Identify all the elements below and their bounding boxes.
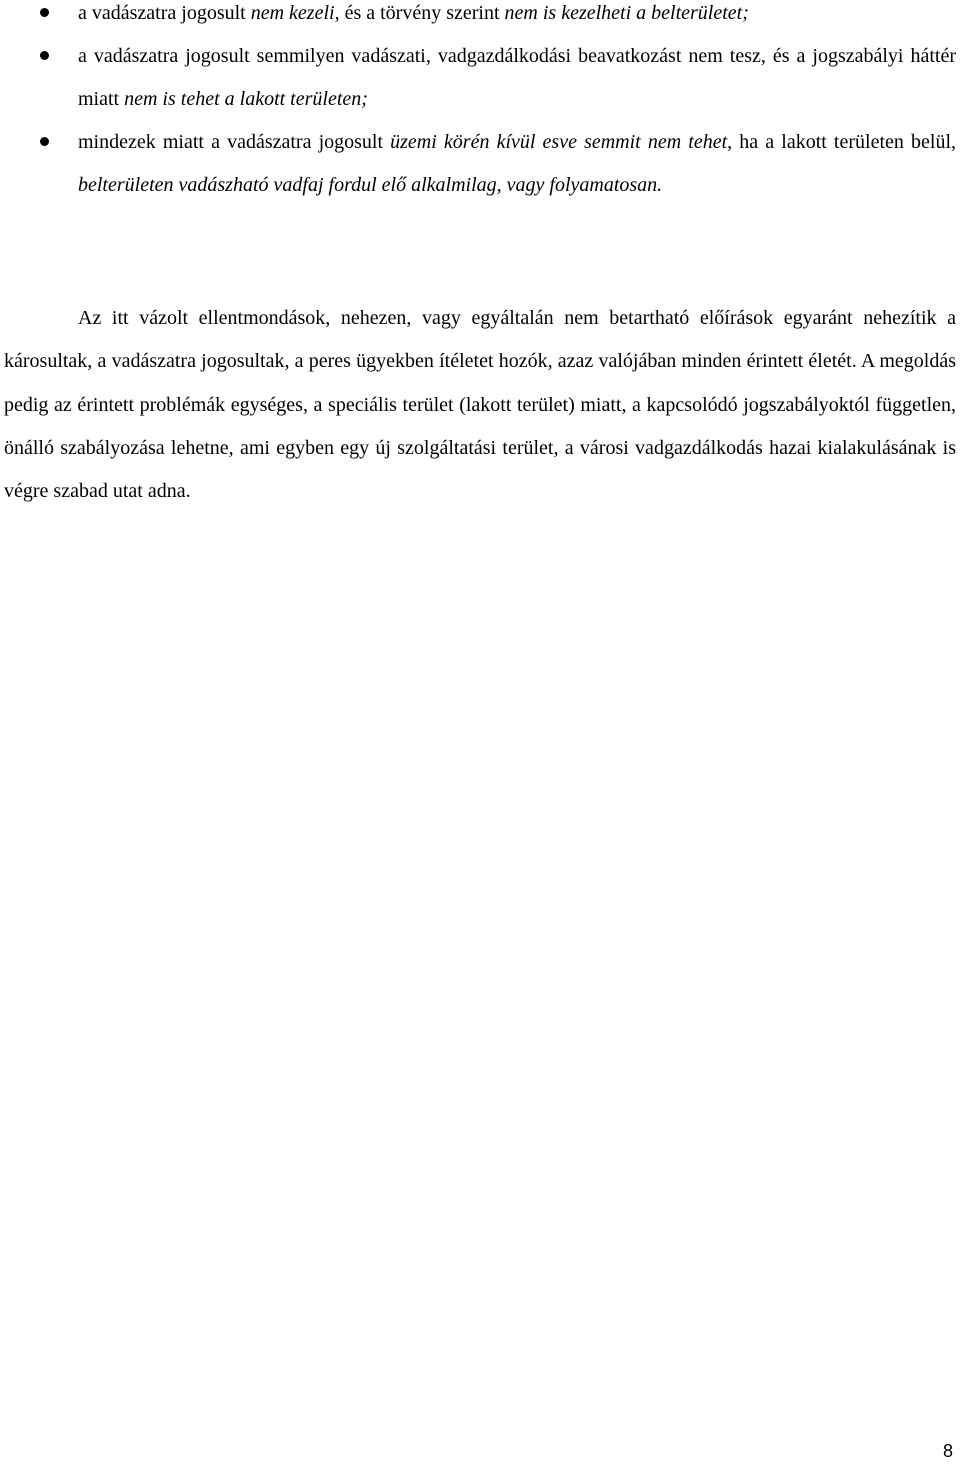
- bullet-list: [0, 0, 960, 207]
- bullet-item-1: [0, 0, 960, 35]
- bullet-dot-icon: [40, 8, 49, 17]
- bullet-dot-icon: [40, 51, 49, 60]
- body-paragraph: Az itt vázolt ellentmondások, nehezen, vagy egyáltalán nem betartható előírások egyaránt nehezítik a károsultak, a vadászatra jogosultak, a peres ügyekben ítéletet hozók, azaz valójában minden érintett életét. A megoldás pedig az érintett problémák egységes, a speciális terület (lakott terület) miatt, a kapcsolódó jogszabályoktól független, önálló szabályozása lehetne, ami egyben egy új szolgáltatási terület, a városi vadgazdálkodás hazai kialakulásának is végre szabad utat adna.: [4, 307, 956, 503]
- bullet-item-2: [0, 35, 960, 121]
- bullet-text-2-part-1: a vadászatra jogosult semmilyen vadászati, vadgazdálkodási beavatkozást nem tesz, és a jogszabályi háttér miatt: [78, 45, 956, 110]
- bullet-text-1-part-3: és a törvény szerint: [339, 2, 505, 24]
- bullet-text-2-part-2: nem is tehet a lakott területen;: [124, 88, 368, 110]
- bullet-text-3-part-1: mindezek miatt a vadászatra jogosult: [78, 131, 391, 153]
- bullet-dot-icon: [40, 137, 49, 146]
- bullet-text-3-part-2: üzemi körén kívül esve semmit nem tehet,: [390, 131, 733, 153]
- bullet-text-1-part-1: a vadászatra jogosult: [78, 2, 251, 24]
- bullet-text-1-part-2: nem kezeli,: [250, 2, 340, 24]
- bullet-text-3-part-3: ha a lakott területen belül,: [732, 131, 956, 153]
- bullet-item-3: [0, 121, 960, 207]
- bullet-text-3-part-4: belterületen vadászható vadfaj fordul elő alkalmilag, vagy folyamatosan.: [78, 174, 663, 196]
- page-number: 8: [942, 1441, 953, 1461]
- bullet-text-1-part-4: nem is kezelheti a belterületet;: [504, 2, 749, 24]
